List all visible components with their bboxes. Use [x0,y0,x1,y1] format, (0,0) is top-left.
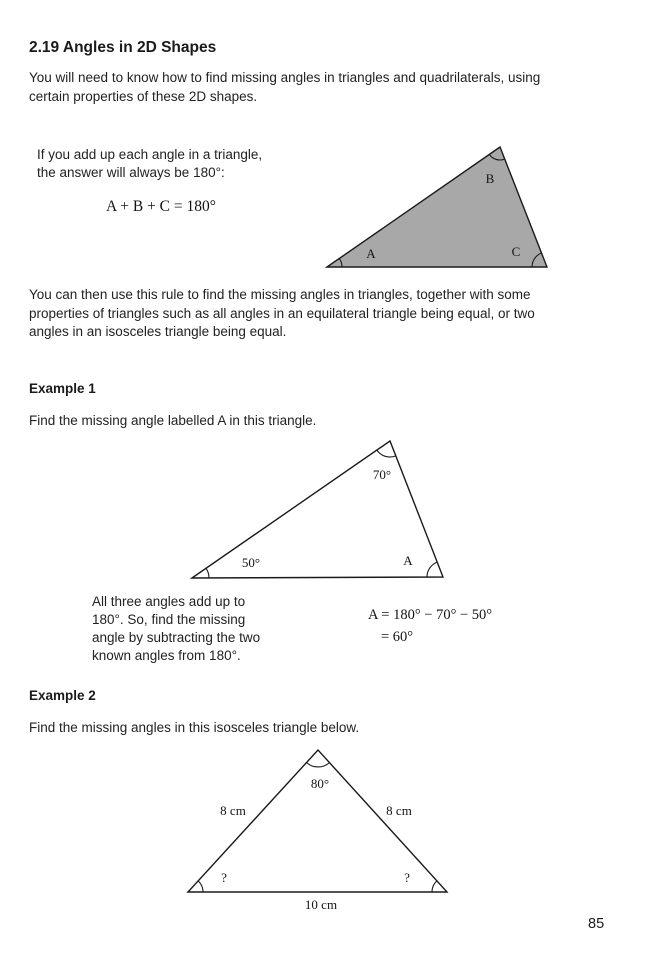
intro-line: You will need to know how to find missing angles in triangles and quadrilaterals, using [29,70,541,85]
example2-prompt: Find the missing angles in this isosceles triangle below. [29,720,360,735]
example2-heading: Example 2 [29,688,96,703]
angle-label-a: A [366,246,376,261]
angle-label-b: B [485,171,495,186]
unknown-angle-right: ? [404,870,410,885]
rule-note [37,146,262,181]
angle-arc-right [427,562,437,577]
example1-working-line1: A = 180° − 70° − 50° [368,607,493,623]
explanation-line: angle by subtracting the two [92,630,261,645]
usage-paragraph [29,286,635,342]
example1-triangle-figure [180,432,460,584]
side-length-left: 8 cm [220,803,246,818]
usage-line: angles in an isosceles triangle being equal. [29,324,287,339]
example2-triangle-figure [175,742,465,914]
angle-value-apex: 80° [310,776,330,791]
base-length: 10 cm [304,897,338,912]
angle-arc-left [198,881,203,892]
angle-value-top: 70° [372,467,392,482]
example1-prompt: Find the missing angle labelled A in this triangle. [29,413,317,428]
side-length-right: 8 cm [386,803,412,818]
angle-label-right: A [403,553,413,568]
unknown-angle-left: ? [221,870,227,885]
explanation-line: All three angles add up to [92,594,246,609]
angle-arc-top [377,450,396,457]
rule-formula: A + B + C = 180° [106,198,216,215]
usage-line: properties of triangles such as all angles in an equilateral triangle being equal, or two [29,305,535,321]
usage-line: You can then use this rule to find the missing angles in triangles, together with some [29,287,531,302]
page-title: 2.19 Angles in 2D Shapes [29,39,217,56]
angle-arc-right [432,881,437,892]
explanation-line: 180°. So, find the missing [92,612,246,627]
angle-value-left: 50° [241,555,261,570]
example1-heading: Example 1 [29,381,96,396]
intro-paragraph [29,69,635,106]
example1-working-line2: = 60° [381,629,414,645]
triangle-abc-figure [315,138,560,273]
rule-note-line: the answer will always be 180°: [37,164,225,180]
angle-arc-apex [307,763,330,767]
angle-label-c: C [511,244,521,259]
page-number: 85 [588,916,605,932]
intro-line: certain properties of these 2D shapes. [29,88,258,104]
angle-arc-left [206,568,209,578]
example1-explanation [92,593,260,665]
explanation-line: known angles from 180°. [92,648,241,663]
rule-note-line: If you add up each angle in a triangle, [37,147,263,162]
